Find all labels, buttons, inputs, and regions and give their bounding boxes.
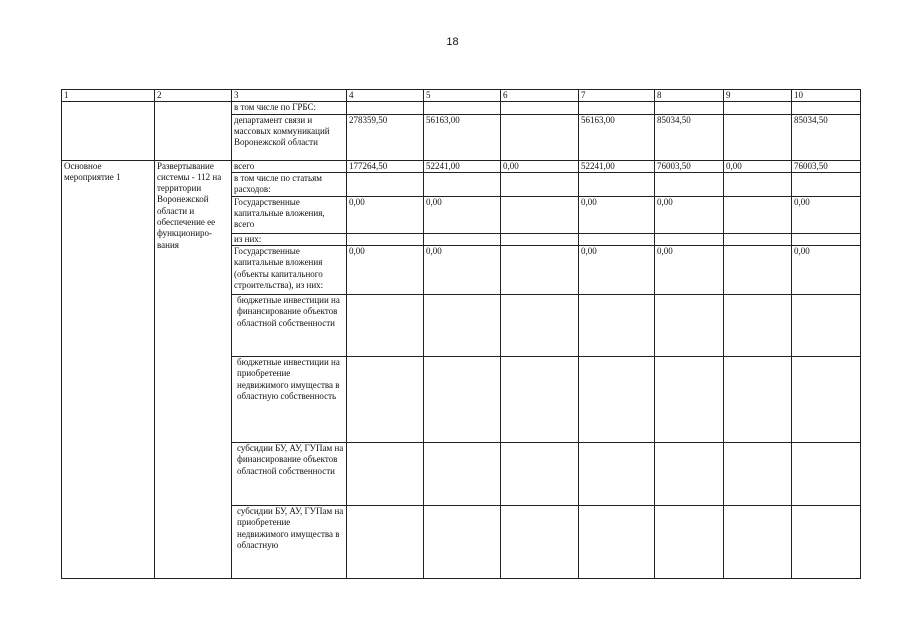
grbs-empty-cell-2: [155, 102, 232, 160]
capital-objects-value: 0,00: [655, 246, 724, 295]
header-col-3: 3: [232, 90, 347, 102]
table-cell: [724, 295, 792, 357]
table-cell: [792, 357, 861, 443]
capital-objects-value: [724, 246, 792, 295]
table-cell: [501, 172, 579, 196]
total-value: 177264,50: [347, 160, 424, 172]
capital-objects-value: 0,00: [579, 246, 655, 295]
capital-objects-value: 0,00: [424, 246, 501, 295]
table-cell: [347, 295, 424, 357]
capital-objects-value: 0,00: [347, 246, 424, 295]
capital-objects-label: Государственные капитальные вложения (объекты капитального строительства), из них:: [232, 246, 347, 295]
grbs-label: в том числе по ГРБС:: [232, 102, 347, 114]
table-cell: [724, 506, 792, 579]
by-articles-label: в том числе по статьям расходов:: [232, 172, 347, 196]
capital-objects-value: 0,00: [792, 246, 861, 295]
table-cell: [579, 443, 655, 506]
table-cell: [792, 443, 861, 506]
total-value: 52241,00: [579, 160, 655, 172]
grbs-dept-name: департамент связи и массовых коммуникаций Воронежской области: [232, 114, 347, 160]
of-which-label: из них:: [232, 233, 347, 245]
table-cell: [792, 233, 861, 245]
capital-value: 0,00: [579, 196, 655, 233]
table-cell: [347, 506, 424, 579]
total-value: 0,00: [724, 160, 792, 172]
table-cell: [655, 506, 724, 579]
table-cell: [724, 233, 792, 245]
table-cell: [655, 443, 724, 506]
grbs-value: 85034,50: [792, 114, 861, 160]
table-cell: [501, 233, 579, 245]
event-name: Основное мероприятие 1: [62, 160, 155, 579]
capital-label: Государственные капитальные вложения, всего: [232, 196, 347, 233]
table-cell: [579, 295, 655, 357]
header-col-4: 4: [347, 90, 424, 102]
table-cell: [724, 443, 792, 506]
capital-objects-value: [501, 246, 579, 295]
sub-row-label: субсидии БУ, АУ, ГУПам на финансирование объектов областной собственности: [232, 443, 347, 506]
table-cell: [579, 102, 655, 114]
page-number: 18: [446, 36, 459, 48]
total-value: 76003,50: [792, 160, 861, 172]
sub-row-label: субсидии БУ, АУ, ГУПам на приобретение недвижимого имущества в областную: [232, 506, 347, 579]
header-col-5: 5: [424, 90, 501, 102]
table-cell: [501, 506, 579, 579]
table-cell: [792, 295, 861, 357]
total-value: 52241,00: [424, 160, 501, 172]
event-description: Развертывание системы - 112 на территории Воронежской области и обеспечение ее функциониро-вания: [155, 160, 232, 579]
table-cell: [424, 443, 501, 506]
header-col-7: 7: [579, 90, 655, 102]
header-col-9: 9: [724, 90, 792, 102]
table-cell: [724, 357, 792, 443]
capital-value: 0,00: [792, 196, 861, 233]
table-cell: [792, 506, 861, 579]
table-cell: [655, 102, 724, 114]
grbs-value: [501, 114, 579, 160]
grbs-label-row: [62, 102, 861, 114]
header-col-10: 10: [792, 90, 861, 102]
table-cell: [724, 102, 792, 114]
table-cell: [424, 233, 501, 245]
capital-value: [501, 196, 579, 233]
table-cell: [347, 102, 424, 114]
table-cell: [579, 233, 655, 245]
header-col-1: 1: [62, 90, 155, 102]
table-cell: [579, 357, 655, 443]
table-cell: [424, 102, 501, 114]
grbs-value: 56163,00: [424, 114, 501, 160]
table-cell: [501, 102, 579, 114]
grbs-value: 56163,00: [579, 114, 655, 160]
table-cell: [655, 172, 724, 196]
capital-value: 0,00: [655, 196, 724, 233]
table-cell: [501, 295, 579, 357]
capital-value: [724, 196, 792, 233]
grbs-value: 85034,50: [655, 114, 724, 160]
table-cell: [347, 172, 424, 196]
grbs-empty-cell-1: [62, 102, 155, 160]
table-cell: [424, 172, 501, 196]
table-cell: [724, 172, 792, 196]
table-cell: [655, 233, 724, 245]
header-col-2: 2: [155, 90, 232, 102]
total-label: всего: [232, 160, 347, 172]
table-cell: [347, 357, 424, 443]
grbs-value: [724, 114, 792, 160]
table-cell: [347, 443, 424, 506]
header-col-8: 8: [655, 90, 724, 102]
table-cell: [579, 172, 655, 196]
table-cell: [501, 443, 579, 506]
total-value: 0,00: [501, 160, 579, 172]
table-cell: [424, 506, 501, 579]
table-cell: [792, 102, 861, 114]
sub-row-label: бюджетные инвестиции на приобретение недвижимого имущества в областную собственность: [232, 357, 347, 443]
table-cell: [792, 172, 861, 196]
capital-value: 0,00: [424, 196, 501, 233]
table-cell: [424, 295, 501, 357]
event-total-row: [62, 160, 861, 172]
header-col-6: 6: [501, 90, 579, 102]
header-row: [62, 90, 861, 102]
sub-row-label: бюджетные инвестиции на финансирование объектов областной собственности: [232, 295, 347, 357]
table-cell: [501, 357, 579, 443]
table-cell: [424, 357, 501, 443]
table-cell: [579, 506, 655, 579]
table-cell: [655, 357, 724, 443]
budget-table: [61, 89, 861, 579]
grbs-value: 278359,50: [347, 114, 424, 160]
table-cell: [655, 295, 724, 357]
total-value: 76003,50: [655, 160, 724, 172]
capital-value: 0,00: [347, 196, 424, 233]
table-cell: [347, 233, 424, 245]
